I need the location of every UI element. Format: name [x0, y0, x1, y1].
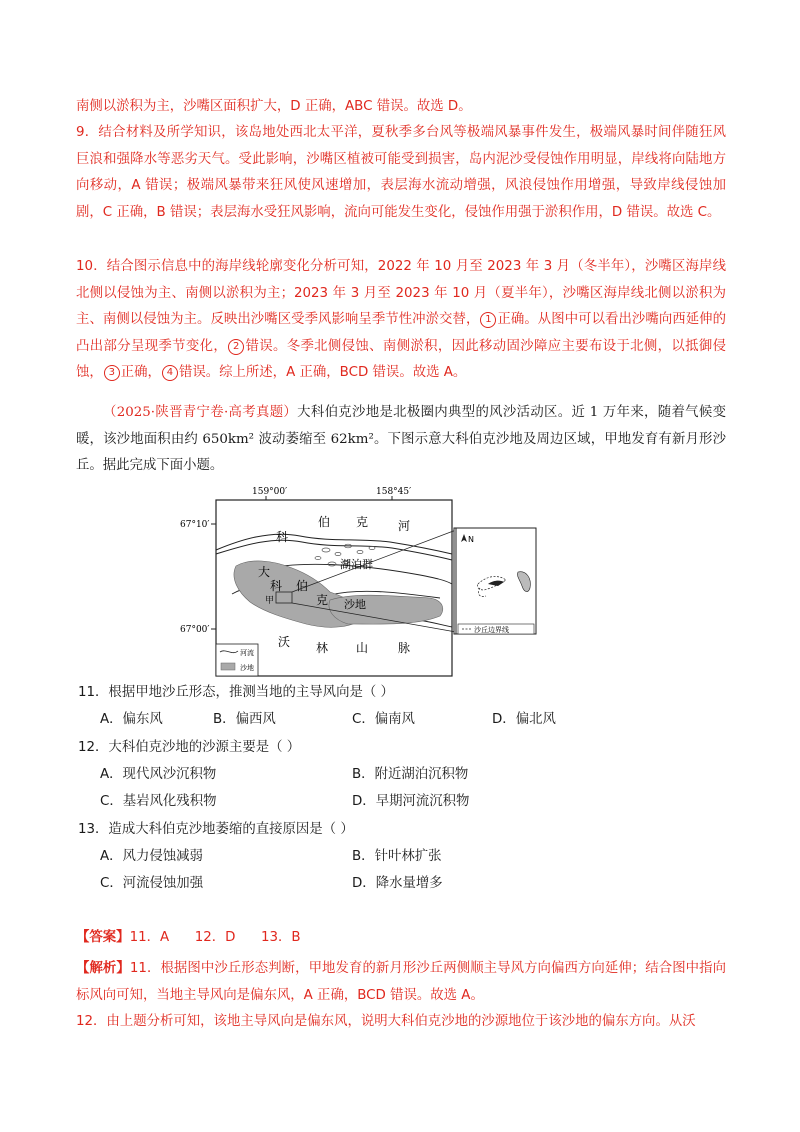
site-jia-label: 甲: [265, 596, 275, 606]
q13-option-c[interactable]: C．河流侵蚀加强: [100, 876, 204, 891]
q12-option-d[interactable]: D．早期河流沉积物: [352, 794, 470, 809]
analysis-11-text: 11．根据图中沙丘形态判断，甲地发育的新月形沙丘两侧顺主导风方向偏西方向延伸；结合图中指向标风向可知，当地主导风向是偏东风，A 正确，BCD 错误。故选 A。: [76, 961, 726, 1003]
intro-text: 大科伯克沙地是北极圈内典型的风沙活动区。近 1 万年来，随着气候变暖，该沙地面积由约 650km² 波动萎缩至 62km²。下图示意大科伯克沙地及周边区域，甲地发育有新月形沙丘。据此完成下面小题。: [76, 405, 727, 473]
question-11: 11．根据甲地沙丘形态，推测当地的主导风向是（ ）: [78, 685, 394, 700]
river-char-4: 河: [398, 519, 411, 533]
explanation-10-a: 10．结合图示信息中的海岸线轮廓变化分析可知，2022 年 10 月至 2023 年 3 月（冬半年），沙嘴区海岸线北侧以侵蚀为主、南侧以淤积为主；2023 年 3 月至 2023 年 10 月（夏半年），沙嘴区海岸线北侧以淤积为主、南侧以侵蚀为主。反映出沙嘴区受季风影响呈季节性冲淤交替，: [76, 259, 726, 327]
circled-number-2: 2: [228, 339, 244, 355]
q12-option-b[interactable]: B．附近湖泊沉积物: [352, 767, 469, 782]
circled-number-3: 3: [104, 365, 120, 381]
explanation-10-b: 正确。从图中可以看出沙嘴向西延伸的凸出部分呈现季节变化，: [76, 312, 727, 354]
lake-label: 湖泊群: [340, 558, 373, 571]
q13-option-b[interactable]: B．针叶林扩张: [352, 849, 442, 864]
question-12: 12．大科伯克沙地的沙源主要是（ ）: [78, 740, 301, 755]
question-13: 13．造成大科伯克沙地萎缩的直接原因是（ ）: [78, 822, 354, 837]
explanation-10-c: 错误。冬季北侧侵蚀、南侧淤积，因此移动固沙障应主要布设于北侧，以抵御侵蚀，: [76, 338, 727, 380]
big-char-4: 克: [316, 593, 329, 607]
big-char-1: 大: [258, 565, 271, 579]
mountain-char-3: 山: [356, 641, 369, 655]
map-figure: [180, 480, 540, 680]
lon-label-2: 158°45′: [376, 487, 412, 497]
analysis-12: 12．由上题分析可知，该地主导风向是偏东风，说明大科伯克沙地的沙源地位于该沙地的偏东方向。从沃: [76, 1014, 696, 1029]
river-char-3: 克: [356, 515, 369, 529]
analysis-11: [76, 956, 726, 1009]
lat-label-2: 67°00′: [180, 625, 210, 635]
sand-label: 沙地: [344, 598, 366, 611]
river-char-1: 科: [276, 530, 289, 544]
q13-option-a[interactable]: A．风力侵蚀减弱: [100, 849, 203, 864]
mountain-char-1: 沃: [278, 635, 291, 649]
answer-text: 11．A 12．D 13．B: [129, 930, 301, 945]
answer-line-prev: 南侧以淤积为主，沙嘴区面积扩大，D 正确，ABC 错误。故选 D。: [76, 99, 472, 114]
q12-option-a[interactable]: A．现代风沙沉积物: [100, 767, 217, 782]
explanation-10: [76, 254, 726, 387]
legend-sand-label: 沙地: [240, 664, 254, 672]
answer-label: 【答案】: [76, 930, 130, 945]
q11-option-a[interactable]: A．偏东风: [100, 712, 163, 727]
inset-legend-label: 沙丘边界线: [474, 626, 509, 634]
q11-option-b[interactable]: B．偏西风: [213, 712, 276, 727]
big-char-2: 科: [270, 579, 283, 593]
north-label: N: [468, 535, 474, 544]
lat-label-1: 67°10′: [180, 520, 210, 530]
legend-river-label: 河流: [240, 649, 254, 657]
explanation-10-e: 错误。综上所述，A 正确，BCD 错误。故选 A。: [178, 365, 467, 380]
answer-line: [76, 928, 301, 948]
q11-option-d[interactable]: D．偏北风: [492, 712, 556, 727]
explanation-9: 9．结合材料及所学知识，该岛地处西北太平洋，夏秋季多台风等极端风暴事件发生，极端风暴时间伴随狂风巨浪和强降水等恶劣天气。受此影响，沙嘴区植被可能受到损害，岛内泥沙受侵蚀作用明显，岸线将向陆地方向移动，A 错误；极端风暴带来狂风使风速增加，表层海水流动增强，风浪侵蚀作用增强，导致岸线侵蚀加剧，C 正确，B 错误；表层海水受狂风影响，流向可能发生变化，侵蚀作用强于淤积作用，D 错误。故选 C。: [76, 125, 726, 220]
q13-option-d[interactable]: D．降水量增多: [352, 876, 443, 891]
big-char-3: 伯: [296, 579, 309, 593]
question-source: （2025·陕晋青宁卷·高考真题）: [103, 405, 298, 420]
q11-option-c[interactable]: C．偏南风: [352, 712, 415, 727]
explanation-10-d: 正确，: [120, 365, 161, 380]
q12-option-c[interactable]: C．基岩风化残积物: [100, 794, 217, 809]
mountain-char-2: 林: [316, 641, 329, 655]
river-char-2: 伯: [318, 515, 331, 529]
question-intro: [76, 400, 726, 480]
circled-number-4: 4: [162, 365, 178, 381]
analysis-label: 【解析】: [76, 961, 130, 976]
mountain-char-4: 脉: [398, 641, 411, 655]
lon-label-1: 159°00′: [252, 487, 288, 497]
circled-number-1: 1: [480, 312, 496, 328]
